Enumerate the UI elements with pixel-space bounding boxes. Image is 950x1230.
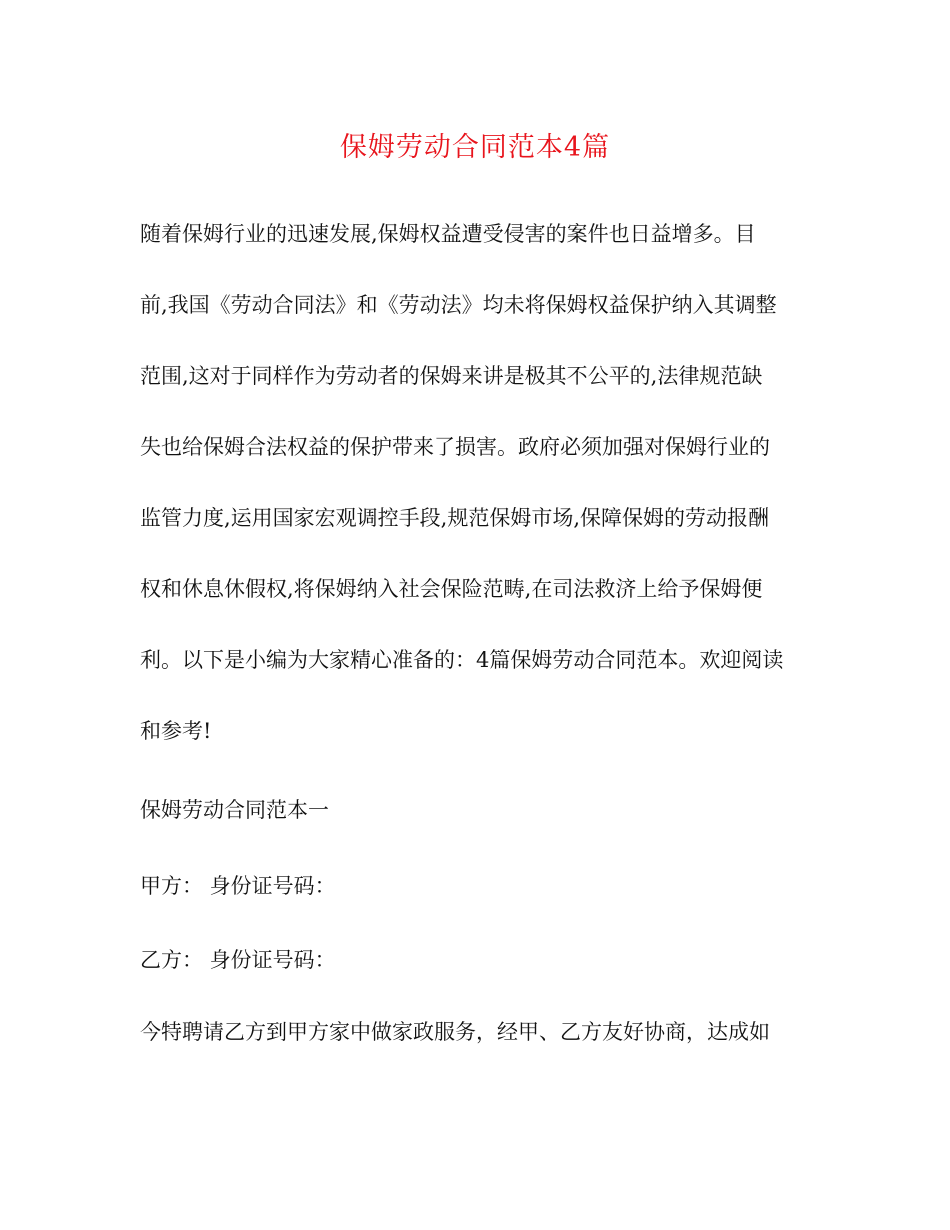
intro-line-1: 随着保姆行业的迅速发展,保姆权益遭受侵害的案件也日益增多。目 — [140, 222, 756, 246]
body-line: 今特聘请乙方到甲方家中做家政服务，经甲、乙方友好协商，达成如 — [140, 1020, 770, 1044]
document-title: 保姆劳动合同范本4篇 — [339, 132, 611, 163]
intro-line-3: 范围,这对于同样作为劳动者的保姆来讲是极其不公平的,法律规范缺 — [140, 364, 763, 388]
intro-line-5: 监管力度,运用国家宏观调控手段,规范保姆市场,保障保姆的劳动报酬 — [140, 506, 770, 530]
intro-line-2: 前,我国《劳动合同法》和《劳动法》均未将保姆权益保护纳入其调整 — [140, 293, 777, 317]
party-a-line: 甲方： 身份证号码： — [140, 874, 336, 898]
party-b-line: 乙方： 身份证号码： — [140, 948, 336, 972]
intro-line-6: 权和休息休假权,将保姆纳入社会保险范畴,在司法救济上给予保姆便 — [140, 577, 763, 601]
section-heading: 保姆劳动合同范本一 — [140, 798, 329, 822]
intro-line-8: 和参考! — [140, 719, 212, 743]
intro-line-4: 失也给保姆合法权益的保护带来了损害。政府必须加强对保姆行业的 — [140, 435, 770, 459]
intro-line-7: 利。以下是小编为大家精心准备的：4篇保姆劳动合同范本。欢迎阅读 — [140, 648, 784, 672]
